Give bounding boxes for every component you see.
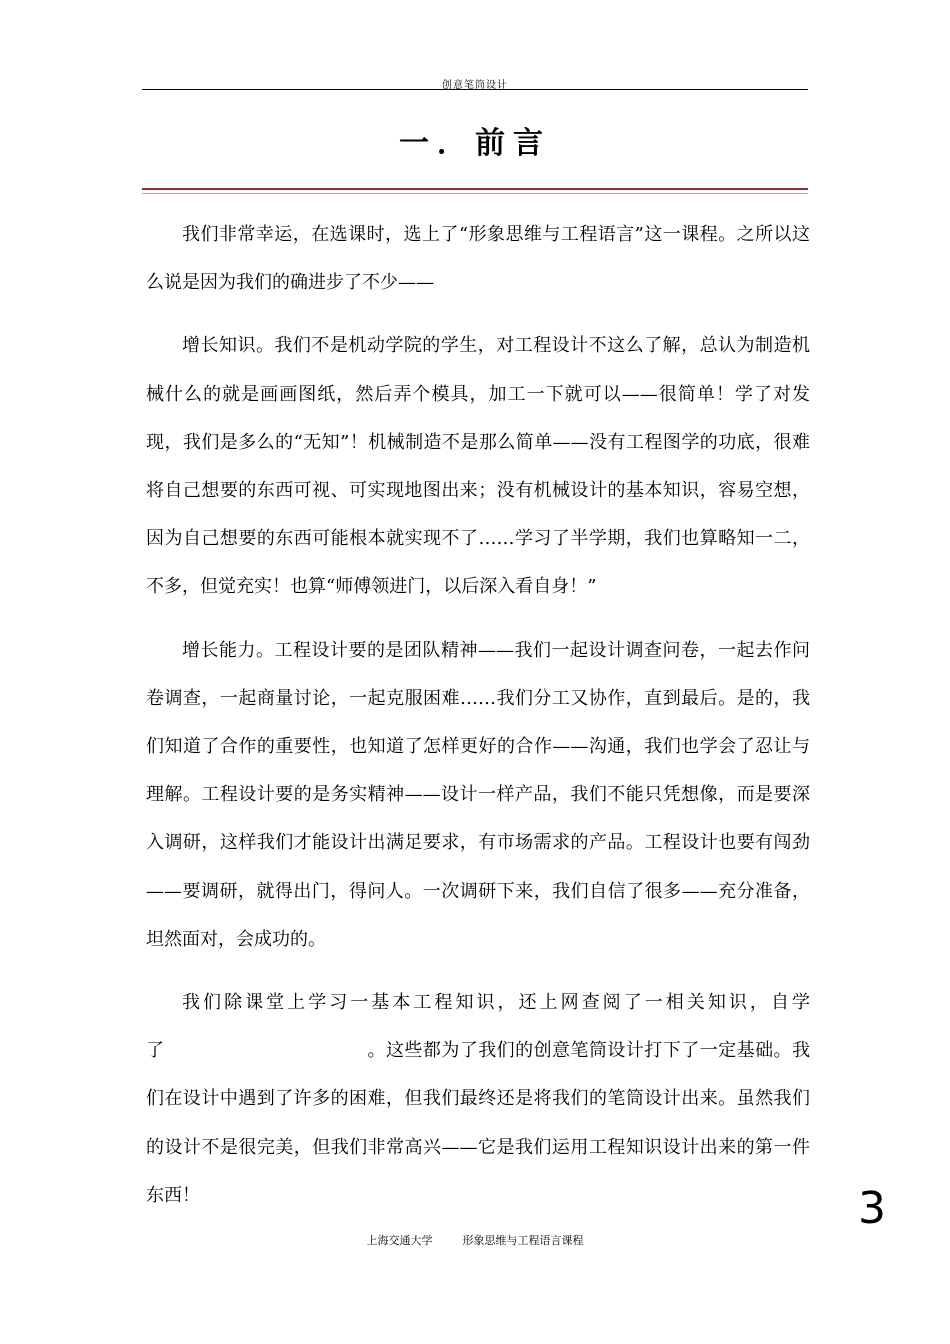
title-divider [142, 188, 808, 194]
body-text [146, 211, 810, 1220]
section-title: 一．前言 [399, 126, 551, 161]
footer-course: 形象思维与工程语言课程 [462, 1234, 584, 1247]
running-footer [0, 1232, 950, 1248]
header-divider [142, 89, 808, 90]
page-number: 3 [858, 1183, 886, 1234]
paragraph-intro: 我们非常幸运，在选课时，选上了“形象思维与工程语言”这一课程。之所以这么说是因为我们的确进步了不少—— [146, 224, 810, 294]
paragraph-ability: 增长能力。工程设计要的是团队精神——我们一起设计调查问卷，一起去作问卷调查，一起商量讨论，一起克服困难……我们分工又协作，直到最后。是的，我们知道了合作的重要性，也知道了怎样更好的合作——沟通，我们也学会了忍让与理解。工程设计要的是务实精神——设计一样产品，我们不能只凭想像，而是要深入调研，这样我们才能设计出满足要求，有市场需求的产品。工程设计也要有闯劲——要调研，就得出门，得问人。一次调研下来，我们自信了很多——充分准备，坦然面对，会成功的。 [146, 639, 810, 950]
footer-university: 上海交通大学 [366, 1234, 433, 1247]
running-header: 创意笔筒设计 [442, 80, 508, 91]
paragraph-knowledge: 增长知识。我们不是机动学院的学生，对工程设计不这么了解，总认为制造机械什么的就是画画图纸，然后弄个模具，加工一下就可以——很简单！学了对发现，我们是多么的“无知”！机械制造不是那么简单——没有工程图学的功底，很难将自己想要的东西可视、可实现地图出来；没有机械设计的基本知识，容易空想，因为自己想要的东西可能根本就实现不了……学习了半学期，我们也算略知一二，不多，但觉充实！也算“师傅领进门，以后深入看自身！” [146, 335, 810, 598]
paragraph-summary: 我们除课堂上学习一基本工程知识，还上网查阅了一相关知识，自学了 。这些都为了我们的创意笔筒设计打下了一定基础。我们在设计中遇到了许多的困难，但我们最终还是将我们的笔筒设计出来。虽然我们的设计不是很完美，但我们非常高兴——它是我们运用工程知识设计出来的第一件东西！ [146, 992, 810, 1206]
